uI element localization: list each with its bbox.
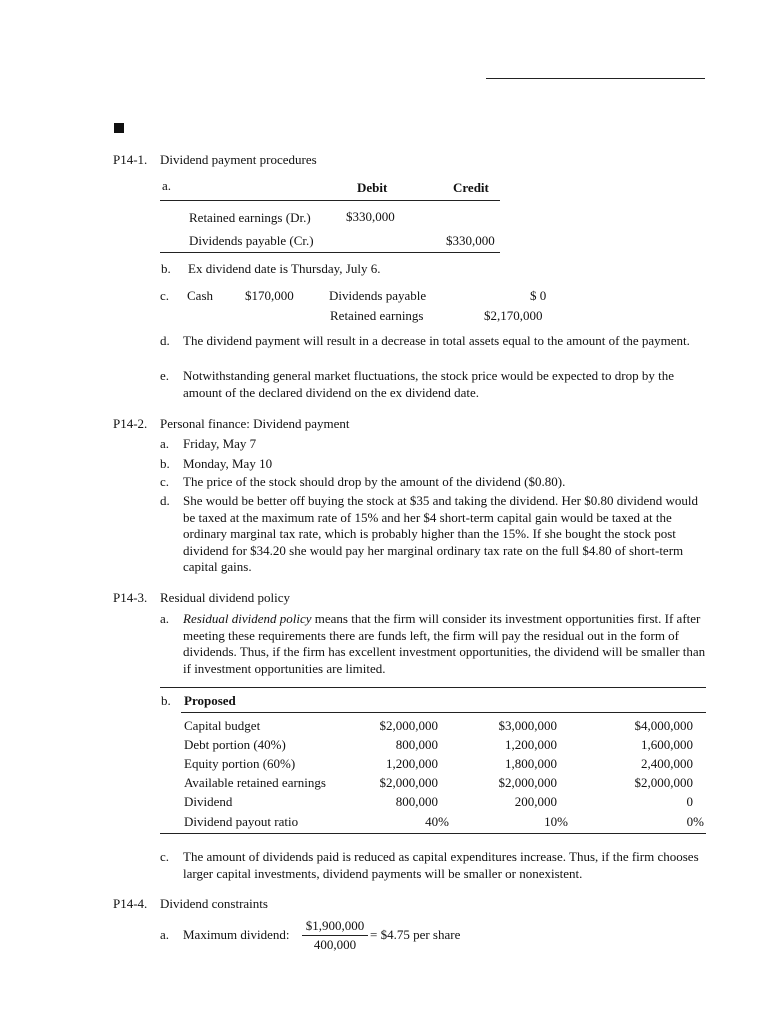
row-value-1: 1,200,000 bbox=[386, 756, 438, 771]
p142-d-text: She would be better off buying the stock at $35 and taking the dividend. Her $0.80 dividend would be taxed at the maximum rate of 15% and her $4 short-term capital gain would be taxed at the ordinary marginal tax rate, which is probably higher than the 15%. If she bought the stock post dividend for $34.20 she would pay her marginal ordinary tax rate on the full $4.80 of short-term capital gains. bbox=[183, 493, 698, 574]
row-value-3: 2,400,000 bbox=[641, 756, 693, 771]
row-value-1: 800,000 bbox=[395, 794, 438, 809]
journal-re-debit: $330,000 bbox=[346, 209, 395, 224]
section-square-icon bbox=[114, 123, 124, 133]
p142-a-label: a. bbox=[160, 436, 170, 451]
p141-c-label: c. bbox=[160, 288, 170, 303]
p143-a-italic-term: Residual dividend policy bbox=[183, 611, 312, 626]
p141-e-label: e. bbox=[160, 368, 170, 383]
row-label: Equity portion (60%) bbox=[184, 756, 296, 771]
row-value-1: 40% bbox=[425, 814, 449, 829]
journal-dp-credit: $330,000 bbox=[446, 233, 495, 248]
journal-re-label: Retained earnings (Dr.) bbox=[189, 210, 311, 225]
p144-heading: P14-4. bbox=[113, 896, 148, 911]
row-value-2: 1,800,000 bbox=[505, 756, 557, 771]
p143-c-label: c. bbox=[160, 849, 170, 864]
p142-b-label: b. bbox=[160, 456, 170, 471]
row-label: Dividend payout ratio bbox=[184, 814, 299, 829]
p141-d-text: The dividend payment will result in a decrease in total assets equal to the amount of the payment. bbox=[183, 333, 690, 348]
p142-d-label: d. bbox=[160, 493, 170, 508]
row-value-3: 0% bbox=[686, 814, 704, 829]
row-value-2: $3,000,000 bbox=[498, 718, 557, 733]
proposed-title: Proposed bbox=[184, 693, 236, 708]
p142-heading: P14-2. bbox=[113, 416, 148, 431]
c-divpay-label: Dividends payable bbox=[329, 288, 427, 303]
row-value-1: $2,000,000 bbox=[379, 775, 438, 790]
fraction-bar bbox=[302, 935, 368, 936]
p143-b-label: b. bbox=[161, 693, 171, 708]
p144-a-label: a. bbox=[160, 927, 170, 942]
row-value-2: 10% bbox=[544, 814, 568, 829]
row-value-2: 1,200,000 bbox=[505, 737, 557, 752]
p144-a-text: Maximum dividend: bbox=[183, 927, 290, 942]
row-value-3: $2,000,000 bbox=[634, 775, 693, 790]
fraction-numerator: $1,900,000 bbox=[305, 918, 365, 933]
c-re-label: Retained earnings bbox=[330, 308, 424, 323]
p141-e-text: Notwithstanding general market fluctuations, the stock price would be expected to drop by the amount of the declared dividend on the ex dividend date. bbox=[183, 368, 674, 400]
row-label: Available retained earnings bbox=[184, 775, 326, 790]
p144-title: Dividend constraints bbox=[160, 896, 268, 911]
c-divpay-value: $ 0 bbox=[530, 288, 547, 303]
row-value-2: $2,000,000 bbox=[498, 775, 557, 790]
row-label: Dividend bbox=[184, 794, 233, 809]
journal-bottom-rule bbox=[160, 252, 500, 253]
row-label: Capital budget bbox=[184, 718, 261, 733]
p141-title: Dividend payment procedures bbox=[160, 152, 317, 167]
proposed-title-rule bbox=[181, 712, 706, 713]
p143-title: Residual dividend policy bbox=[160, 590, 290, 605]
row-value-2: 200,000 bbox=[514, 794, 557, 809]
p142-b-text: Monday, May 10 bbox=[183, 456, 273, 471]
c-cash-value: $170,000 bbox=[245, 288, 294, 303]
journal-top-rule bbox=[160, 200, 500, 201]
p143-a-text bbox=[183, 611, 707, 677]
journal-col-credit: Credit bbox=[453, 180, 489, 195]
row-value-3: $4,000,000 bbox=[634, 718, 693, 733]
journal-dp-label: Dividends payable (Cr.) bbox=[189, 233, 314, 248]
row-value-3: 1,600,000 bbox=[641, 737, 693, 752]
fraction-denominator: 400,000 bbox=[313, 937, 357, 952]
proposed-top-rule bbox=[160, 687, 706, 688]
p142-a-text: Friday, May 7 bbox=[183, 436, 257, 451]
p143-a-body: means that the firm will consider its investment opportunities first. If after meeting these requirements there are funds left, the firm will pay the residual out in the form of dividends. Thus, if the firm has excellent investment opportunities, the dividend will be smaller than if investment opportunities are limited. bbox=[183, 611, 706, 676]
fraction-result: = $4.75 per share bbox=[370, 927, 461, 942]
c-cash-label: Cash bbox=[187, 288, 213, 303]
row-value-1: $2,000,000 bbox=[379, 718, 438, 733]
row-label: Debt portion (40%) bbox=[184, 737, 286, 752]
journal-col-debit: Debit bbox=[357, 180, 388, 195]
header-rule bbox=[486, 78, 705, 79]
p141-heading: P14-1. bbox=[113, 152, 148, 167]
p142-c-label: c. bbox=[160, 474, 170, 489]
p141-b-text: Ex dividend date is Thursday, July 6. bbox=[188, 261, 381, 276]
proposed-bottom-rule bbox=[160, 833, 706, 834]
p143-a-label: a. bbox=[160, 611, 170, 626]
p143-c-text: The amount of dividends paid is reduced as capital expenditures increase. Thus, if the firm chooses larger capital investments, dividend payments will be smaller or nonexistent. bbox=[183, 849, 699, 881]
row-value-1: 800,000 bbox=[395, 737, 438, 752]
p141-b-label: b. bbox=[161, 261, 171, 276]
row-value-3: 0 bbox=[686, 794, 693, 809]
p142-title: Personal finance: Dividend payment bbox=[160, 416, 350, 431]
p142-c-text: The price of the stock should drop by the amount of the dividend ($0.80). bbox=[183, 474, 566, 489]
p141-d-label: d. bbox=[160, 333, 170, 348]
p141-a-label: a. bbox=[162, 178, 172, 193]
c-re-value: $2,170,000 bbox=[484, 308, 543, 323]
p143-heading: P14-3. bbox=[113, 590, 148, 605]
